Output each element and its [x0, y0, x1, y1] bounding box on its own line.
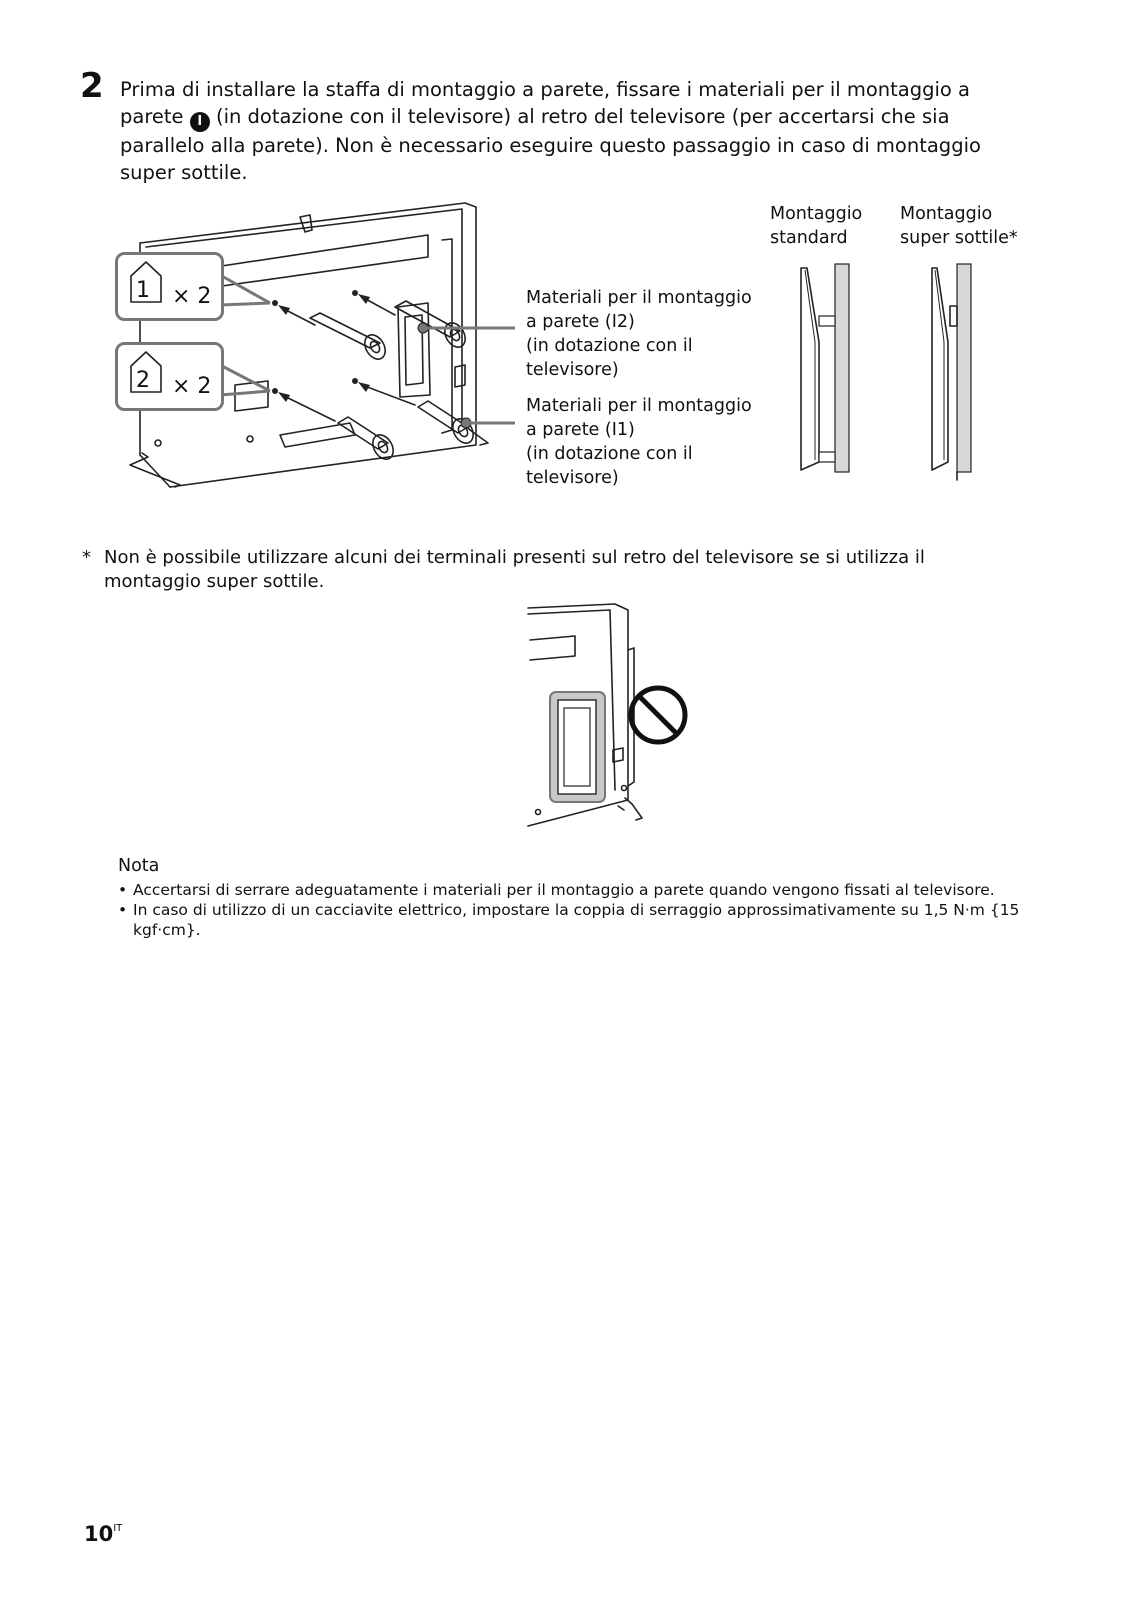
callout-2-qty: × 2: [172, 374, 212, 399]
label-materials-i1: Materiali per il montaggio a parete (I1) (in dotazione con il televisore): [526, 396, 752, 488]
note-item: • In caso di utilizzo di un cacciavite elettrico, impostare la coppia di serraggio approssimativamente su 1,5 N·m {15 kgf·cm}.: [118, 900, 1028, 940]
super-thin-mount-side-view: [926, 262, 976, 482]
callout-1-number: 1: [136, 278, 150, 303]
note-item: • Accertarsi di serrare adeguatamente i materiali per il montaggio a parete quando vengono fissati al televisore.: [118, 880, 1028, 900]
standard-mount-side-view: [795, 262, 855, 477]
step-instruction: [120, 76, 1020, 186]
step-text-part1: Prima di installare la staffa di montaggio a parete, fissare i materiali per il montaggio a parete: [120, 78, 970, 128]
label-materials-i2: Materiali per il montaggio a parete (I2) (in dotazione con il televisore): [526, 288, 752, 380]
callout-2-number: 2: [136, 368, 150, 393]
page-number: $10^{IT}$: [84, 1522, 123, 1546]
footnote: [82, 546, 982, 594]
footnote-text: Non è possibile utilizzare alcuni dei terminali presenti sul retro del televisore se si utilizza il montaggio super sottile.: [104, 547, 925, 592]
note-list: [118, 880, 1028, 940]
note-title: Nota: [118, 856, 160, 876]
step-number: 2: [80, 66, 104, 106]
footnote-marker: *: [82, 547, 91, 568]
label-mount-standard: Montaggio standard: [770, 204, 863, 248]
page-language: IT: [113, 1523, 123, 1534]
callout-1-qty: × 2: [172, 284, 212, 309]
step-text-part2: (in dotazione con il televisore) al retro del televisore (per accertarsi che sia parallelo alla parete). Non è necessario eseguire questo passaggio in caso di montaggio super sottile.: [120, 105, 981, 184]
prohibited-icon: [626, 683, 690, 747]
part-i-icon: I: [190, 112, 210, 132]
label-mount-super-thin: Montaggio super sottile*: [900, 204, 1018, 248]
